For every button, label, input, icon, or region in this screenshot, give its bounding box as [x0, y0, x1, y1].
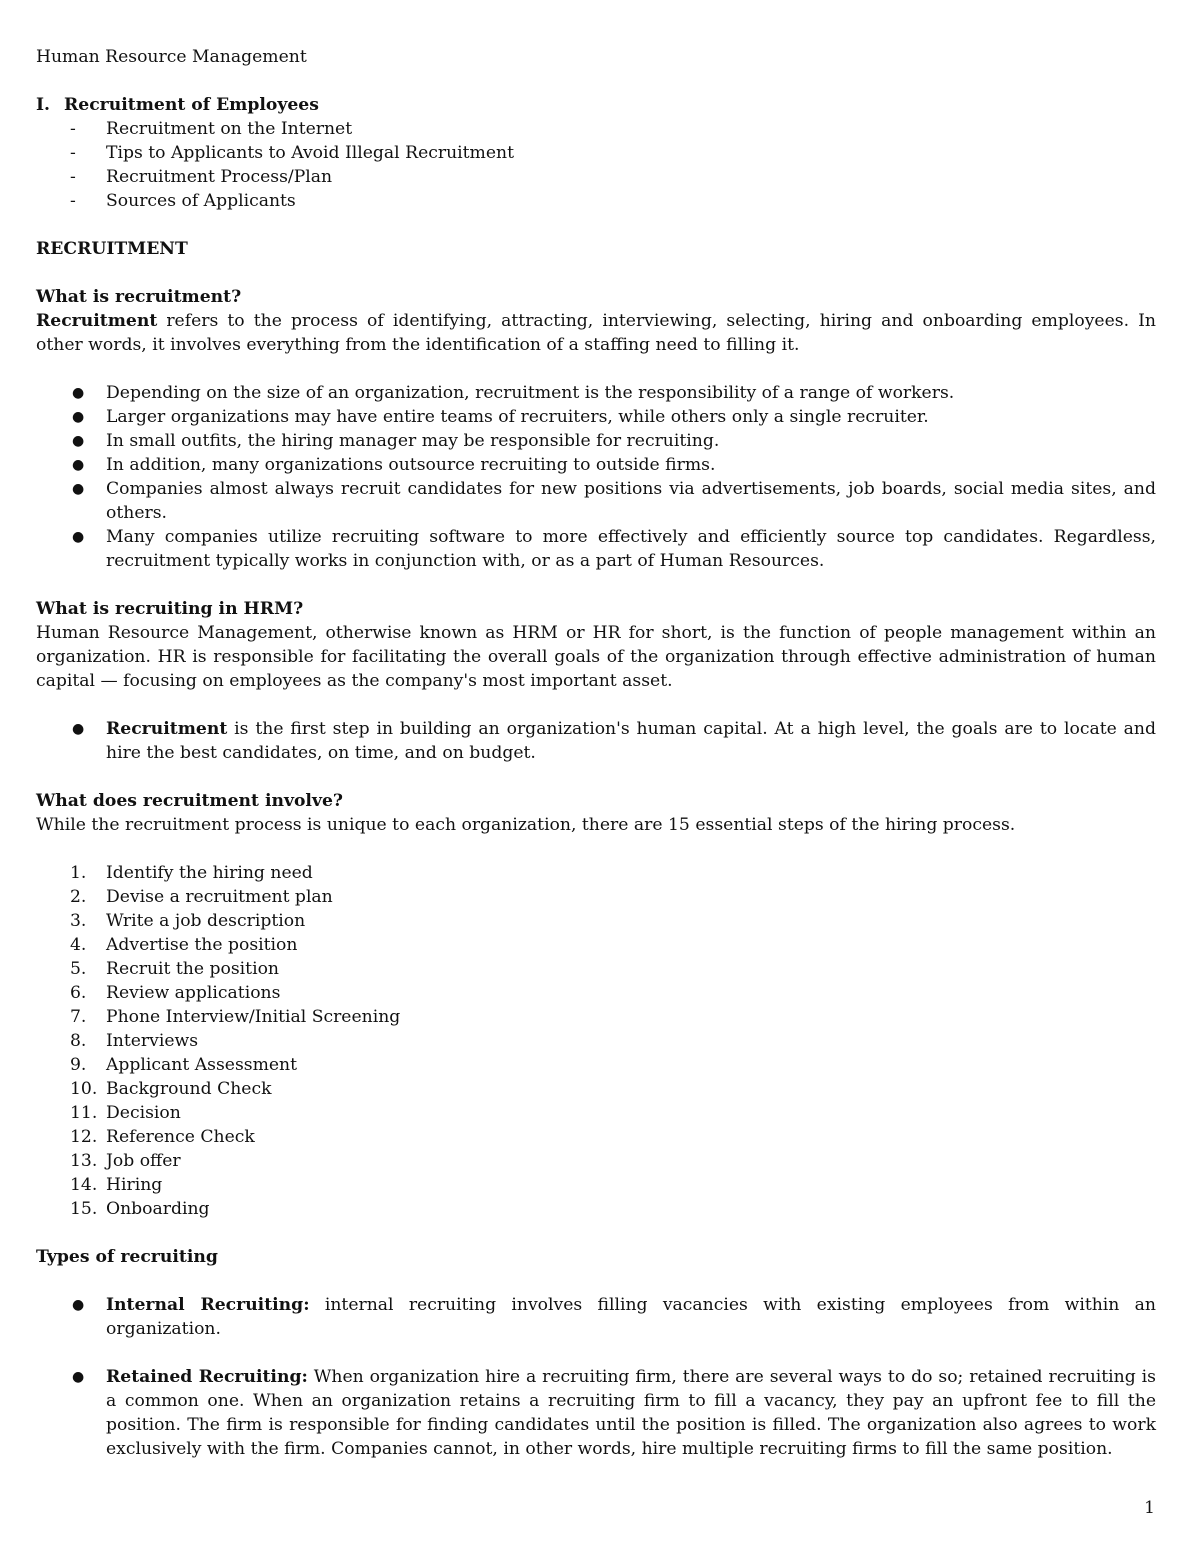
types-heading: Types of recruiting [36, 1247, 218, 1267]
outline-title: Recruitment of Employees [64, 95, 319, 115]
list-item [36, 1077, 1156, 1101]
bullet-lead-term: Recruitment [106, 719, 228, 739]
internal-recruiting-text: internal recruiting involves filling vacancies with existing employees from within an organization. [106, 1295, 1156, 1339]
document-page [36, 45, 1156, 1461]
list-number: 3. [70, 911, 87, 931]
bullet-item [36, 429, 1156, 453]
list-item-text: Reference Check [106, 1127, 255, 1147]
list-item [36, 861, 1156, 885]
q1-lead-term: Recruitment [36, 311, 158, 331]
list-item [36, 1101, 1156, 1125]
dash-marker: - [70, 143, 76, 163]
section-title: RECRUITMENT [36, 239, 188, 259]
q1-body: refers to the process of identifying, attracting, interviewing, selecting, hiring and onboarding employees. In other words, it involves everything from the identification of a staffing need to filling it. [36, 311, 1156, 355]
document-header: Human Resource Management [36, 47, 307, 67]
bullet-item [36, 405, 1156, 429]
list-number: 2. [70, 887, 87, 907]
q2-heading: What is recruiting in HRM? [36, 599, 304, 619]
outline-item [36, 189, 1156, 213]
outline-item-text: Tips to Applicants to Avoid Illegal Recruitment [106, 143, 515, 163]
list-item-text: Recruit the position [106, 959, 279, 979]
bullet-icon: ● [72, 433, 85, 449]
dash-marker: - [70, 119, 76, 139]
outline-roman-numeral: I. [36, 95, 51, 115]
bullet-icon: ● [72, 481, 85, 497]
bullet-text: is the first step in building an organization's human capital. At a high level, the goals are to locate and hire the best candidates, on time, and on budget. [106, 719, 1156, 763]
bullet-item [36, 477, 1156, 525]
list-number: 14. [70, 1175, 98, 1195]
list-item [36, 981, 1156, 1005]
internal-recruiting-label: Internal Recruiting: [106, 1295, 310, 1315]
outline-item-text: Sources of Applicants [106, 191, 296, 211]
bullet-text: In addition, many organizations outsource recruiting to outside firms. [106, 455, 716, 475]
q3-heading: What does recruitment involve? [36, 791, 343, 811]
outline-item [36, 117, 1156, 141]
list-item-text: Devise a recruitment plan [106, 887, 333, 907]
list-item-text: Job offer [106, 1151, 181, 1171]
bullet-text: Depending on the size of an organization, recruitment is the responsibility of a range of workers. [106, 383, 955, 403]
list-item [36, 1029, 1156, 1053]
list-item-text: Review applications [106, 983, 281, 1003]
bullet-text: In small outfits, the hiring manager may be responsible for recruiting. [106, 431, 720, 451]
list-number: 12. [70, 1127, 98, 1147]
bullet-text: Companies almost always recruit candidates for new positions via advertisements, job boards, social media sites, and others. [106, 479, 1156, 523]
list-item [36, 1149, 1156, 1173]
list-number: 9. [70, 1055, 87, 1075]
list-item-text: Applicant Assessment [106, 1055, 298, 1075]
list-number: 15. [70, 1199, 98, 1219]
list-number: 13. [70, 1151, 98, 1171]
list-number: 10. [70, 1079, 98, 1099]
bullet-text: Larger organizations may have entire teams of recruiters, while others only a single recruiter. [106, 407, 929, 427]
outline-item [36, 165, 1156, 189]
bullet-item [36, 717, 1156, 765]
list-item [36, 1053, 1156, 1077]
list-number: 4. [70, 935, 87, 955]
bullet-item [36, 381, 1156, 405]
bullet-icon: ● [72, 1369, 85, 1385]
q2-paragraph: Human Resource Management, otherwise known as HRM or HR for short, is the function of people management within an organization. HR is responsible for facilitating the overall goals of the organization through effective administration of human capital — focusing on employees as the company's most important asset. [36, 623, 1156, 691]
list-item [36, 1173, 1156, 1197]
list-item-text: Background Check [106, 1079, 272, 1099]
list-item [36, 885, 1156, 909]
list-number: 11. [70, 1103, 98, 1123]
list-item [36, 909, 1156, 933]
list-item-text: Interviews [106, 1031, 199, 1051]
list-number: 1. [70, 863, 87, 883]
list-number: 6. [70, 983, 87, 1003]
list-number: 8. [70, 1031, 87, 1051]
bullet-icon: ● [72, 1297, 85, 1313]
list-number: 5. [70, 959, 87, 979]
outline-item-text: Recruitment Process/Plan [106, 167, 333, 187]
bullet-item [36, 525, 1156, 573]
bullet-item [36, 1365, 1156, 1461]
q1-heading: What is recruitment? [36, 287, 242, 307]
bullet-item [36, 1293, 1156, 1341]
list-item [36, 933, 1156, 957]
q3-paragraph: While the recruitment process is unique to each organization, there are 15 essential steps of the hiring process. [36, 815, 1016, 835]
list-item [36, 957, 1156, 981]
list-item-text: Identify the hiring need [106, 863, 313, 883]
list-item [36, 1125, 1156, 1149]
list-item-text: Onboarding [106, 1199, 210, 1219]
bullet-icon: ● [72, 385, 85, 401]
outline-heading [36, 93, 1156, 117]
list-item-text: Hiring [106, 1175, 163, 1195]
bullet-item [36, 453, 1156, 477]
retained-recruiting-label: Retained Recruiting: [106, 1367, 308, 1387]
list-item [36, 1005, 1156, 1029]
bullet-text: Many companies utilize recruiting software to more effectively and efficiently source top candidates. Regardless, recruitment typically works in conjunction with, or as a part of Human Resources. [106, 527, 1156, 571]
list-item-text: Write a job description [106, 911, 306, 931]
bullet-icon: ● [72, 457, 85, 473]
bullet-icon: ● [72, 409, 85, 425]
dash-marker: - [70, 191, 76, 211]
retained-recruiting-text: When organization hire a recruiting firm, there are several ways to do so; retained recruiting is a common one. When an organization retains a recruiting firm to fill a vacancy, they pay an upfront fee to fill the position. The firm is responsible for finding candidates until the position is filled. The organization also agrees to work exclusively with the firm. Companies cannot, in other words, hire multiple recruiting firms to fill the same position. [106, 1367, 1156, 1459]
list-number: 7. [70, 1007, 87, 1027]
list-item-text: Decision [106, 1103, 181, 1123]
bullet-icon: ● [72, 721, 85, 737]
outline-item-text: Recruitment on the Internet [106, 119, 353, 139]
outline-item [36, 141, 1156, 165]
q1-paragraph [36, 309, 1156, 357]
list-item-text: Advertise the position [106, 935, 298, 955]
bullet-icon: ● [72, 529, 85, 545]
page-number: 1 [1144, 1498, 1155, 1518]
dash-marker: - [70, 167, 76, 187]
list-item [36, 1197, 1156, 1221]
list-item-text: Phone Interview/Initial Screening [106, 1007, 401, 1027]
